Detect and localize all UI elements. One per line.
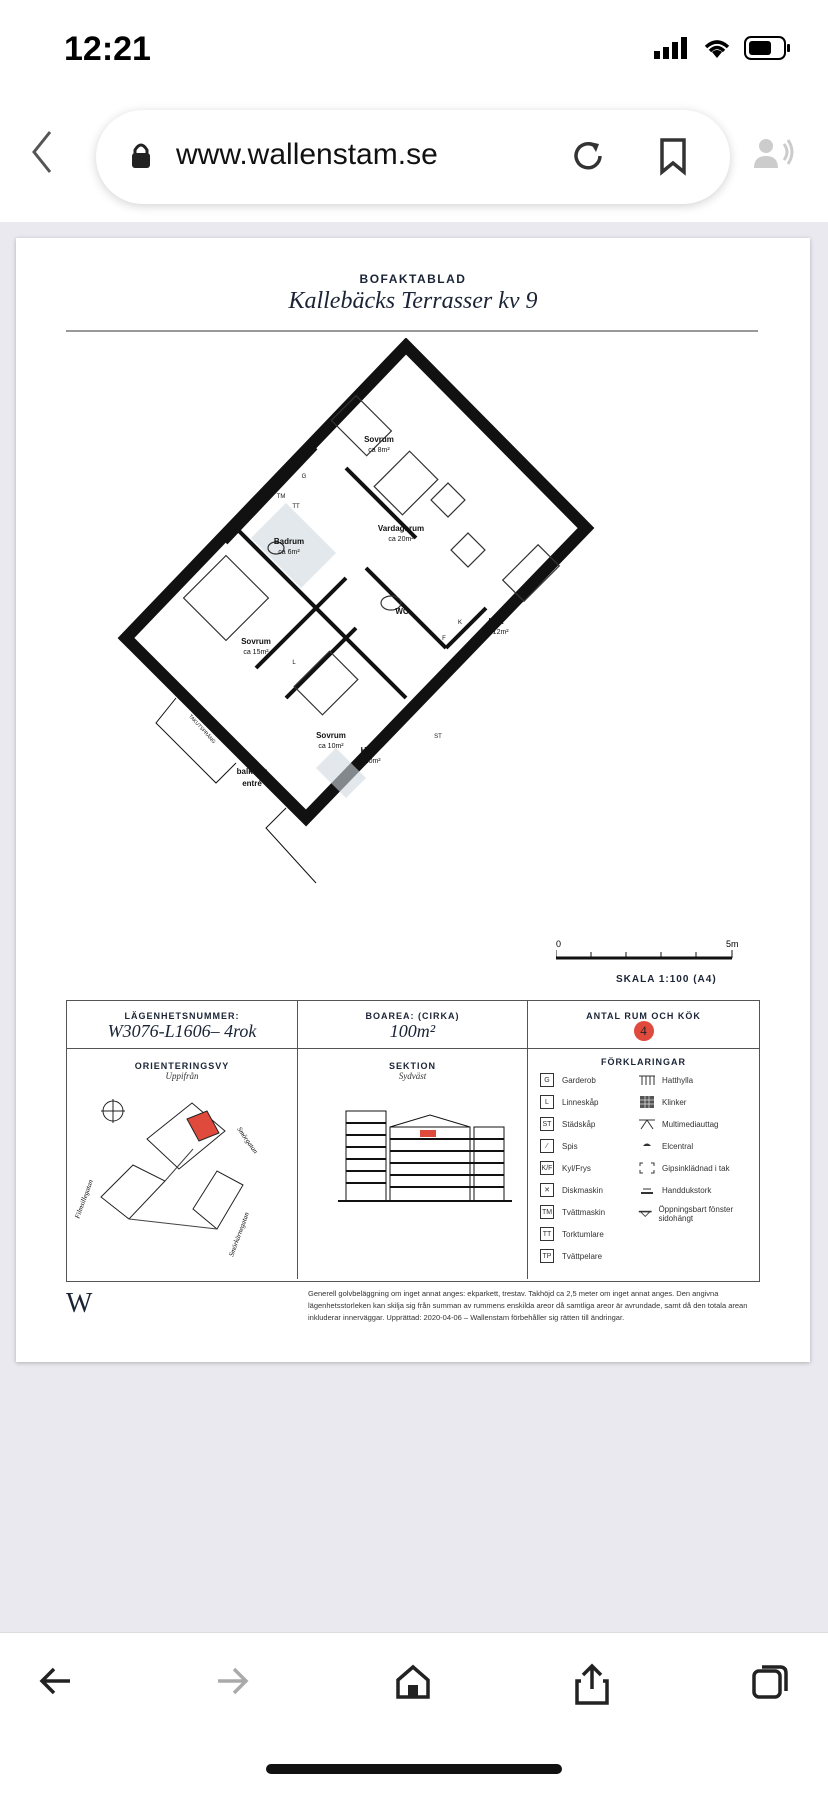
area-cell <box>298 1001 528 1049</box>
legend-text: Spis <box>562 1141 578 1151</box>
tabs-icon[interactable] <box>750 1663 790 1703</box>
legend-text: Garderob <box>562 1075 596 1085</box>
doc-title: Kallebäcks Terrasser kv 9 <box>288 288 538 314</box>
url-text[interactable]: www.wallenstam.se <box>176 138 438 171</box>
home-icon[interactable] <box>394 1663 432 1701</box>
legend-klinker <box>638 1095 686 1109</box>
apartment-number-label: LÄGENHETSNUMMER: <box>124 1011 240 1021</box>
reload-icon[interactable] <box>568 136 608 176</box>
label-takutsprang: TAKUTSPRÅNG <box>187 713 217 746</box>
forward-arrow-icon[interactable] <box>214 1663 250 1699</box>
label-badrum-area: ca 6m² <box>278 549 300 556</box>
label-g: G <box>301 474 307 480</box>
legend-gips <box>638 1161 730 1175</box>
legend-torktumlare <box>540 1227 604 1241</box>
legend-text: Diskmaskin <box>562 1185 603 1195</box>
legend-title: FÖRKLARINGAR <box>601 1057 686 1067</box>
legend-text: Öppningsbart fönster sidohängt <box>658 1205 734 1223</box>
area-value: 100m² <box>389 1021 436 1041</box>
legend-handdukstork <box>638 1183 711 1197</box>
apartment-number-value: W3076-L1606– 4rok <box>107 1021 257 1041</box>
status-bar <box>0 0 828 100</box>
tile-icon <box>638 1095 656 1109</box>
rooms-badge: 4 <box>634 1021 654 1041</box>
street-smorgatan: Smörgatan <box>235 1125 260 1156</box>
legend-kylfrys <box>540 1161 591 1175</box>
hat-rack-icon <box>638 1073 656 1087</box>
legend-code: K/F <box>540 1161 554 1175</box>
electrical-panel-icon <box>638 1139 656 1153</box>
legend-code: G <box>540 1073 554 1087</box>
legend-text: Hatthylla <box>662 1075 694 1085</box>
legend-fonster <box>638 1205 748 1223</box>
section-drawing <box>298 1099 528 1219</box>
legend-hatthylla <box>638 1073 693 1087</box>
listen-icon[interactable] <box>752 136 796 172</box>
area-label: BOAREA: (CIRKA) <box>365 1011 460 1021</box>
legend-text: Multimediauttag <box>662 1119 719 1129</box>
rooms-cell <box>528 1001 759 1049</box>
label-st: ST <box>434 734 442 740</box>
label-tm: TM <box>276 494 286 500</box>
balcony-outline <box>156 698 316 883</box>
label-tt: TT <box>292 504 300 510</box>
legend-text: Elcentral <box>662 1141 694 1151</box>
legend-code: L <box>540 1095 554 1109</box>
label-sovrum1-area: ca 8m² <box>368 447 390 454</box>
orientation-sub: Uppifrån <box>165 1071 199 1081</box>
street-smorkarnegatan: Smörkärnegatan <box>227 1211 251 1258</box>
wallenstam-logo: W <box>66 1288 93 1319</box>
label-f: F <box>442 636 446 642</box>
towel-dryer-icon <box>638 1183 656 1197</box>
label-kok: Kök <box>488 617 504 626</box>
back-arrow-icon[interactable] <box>38 1663 74 1699</box>
multimedia-icon <box>638 1117 656 1131</box>
label-sovrum2-area: ca 15m² <box>243 649 269 656</box>
legend-text: Linneskåp <box>562 1097 599 1107</box>
floorplan-document <box>16 238 810 1362</box>
label-balkong: balkong <box>236 767 268 776</box>
legend-garderob <box>540 1073 596 1087</box>
legend-text: Städskåp <box>562 1119 596 1129</box>
legend-code: TT <box>540 1227 554 1241</box>
home-indicator[interactable] <box>266 1764 562 1774</box>
label-wc: WC <box>395 607 409 616</box>
battery-icon <box>744 36 792 60</box>
browser-toolbar <box>0 100 828 222</box>
label-sovrum3-area: ca 10m² <box>318 743 344 750</box>
ceiling-icon <box>638 1161 656 1175</box>
label-k: K <box>457 620 463 626</box>
legend-text: Tvättmaskin <box>562 1207 606 1217</box>
apartment-number-cell <box>67 1001 298 1049</box>
address-bar[interactable] <box>96 110 730 204</box>
legend-spis <box>540 1139 578 1153</box>
doc-kicker: BOFAKTABLAD <box>359 272 467 286</box>
label-badrum: Badrum <box>273 537 305 546</box>
label-franskt-racke: Franskt Räcke <box>523 466 561 508</box>
legend-diskmaskin <box>540 1183 603 1197</box>
label-hall: Hall <box>360 746 376 755</box>
legend-text: Handdukstork <box>662 1185 712 1195</box>
section-sub: Sydväst <box>398 1071 427 1081</box>
floor-plan <box>116 338 736 918</box>
label-sovrum2: Sovrum <box>241 637 271 646</box>
label-entre: entré <box>242 779 262 788</box>
wifi-icon <box>702 37 732 59</box>
legend-multimedia <box>638 1117 718 1131</box>
legend-tvattmaskin <box>540 1205 605 1219</box>
legend-code: TP <box>540 1249 554 1263</box>
legend-code: ST <box>540 1117 554 1131</box>
info-table <box>66 1000 760 1282</box>
label-kok-area: ca 12m² <box>483 629 509 636</box>
label-vardagsrum: Vardagsrum <box>377 524 425 533</box>
legend-linneskap <box>540 1095 598 1109</box>
label-vardagsrum-area: ca 20m² <box>388 536 414 543</box>
legend-elcentral <box>638 1139 693 1153</box>
legend-code: TM <box>540 1205 554 1219</box>
signal-icon <box>654 37 690 59</box>
title-rule <box>66 330 758 332</box>
legend-text: Tvättpelare <box>562 1251 603 1261</box>
status-time: 12:21 <box>64 30 151 68</box>
scale-bar <box>556 938 756 968</box>
orientation-cell <box>67 1049 298 1279</box>
legend-tvattpelare <box>540 1249 602 1263</box>
section-cell <box>298 1049 528 1279</box>
legend-text: Gipsinklädnad i tak <box>662 1163 730 1173</box>
scale-zero: 0 <box>556 939 562 949</box>
legend-text: Torktumlare <box>562 1229 604 1239</box>
legend-text: Klinker <box>662 1097 687 1107</box>
label-sovrum3: Sovrum <box>316 731 346 740</box>
bookmark-icon[interactable] <box>658 136 688 176</box>
stove-icon: ⁄ <box>540 1139 554 1153</box>
section-label: SEKTION <box>388 1061 436 1071</box>
share-icon[interactable] <box>574 1663 610 1705</box>
scale-label: SKALA 1:100 (A4) <box>616 974 717 985</box>
orientation-map <box>67 1089 298 1269</box>
label-sovrum1: Sovrum <box>364 435 394 444</box>
rooms-label: ANTAL RUM OCH KÖK <box>586 1011 701 1021</box>
orientation-label: ORIENTERINGSVY <box>134 1061 230 1071</box>
legend-cell <box>528 1049 759 1279</box>
back-chevron-icon[interactable] <box>30 130 54 174</box>
window-icon <box>638 1207 652 1221</box>
legend-text: Kyl/Frys <box>562 1163 591 1173</box>
legend-stadskap <box>540 1117 595 1131</box>
exterior-walls <box>126 346 586 818</box>
street-filmsillegatan: Filmsillegatan <box>73 1178 95 1220</box>
dishwasher-icon: ✕ <box>540 1183 554 1197</box>
lock-icon <box>130 142 152 170</box>
scale-five: 5m <box>726 939 739 949</box>
label-l: L <box>292 660 296 666</box>
doc-footnote: Generell golvbeläggning om inget annat anges: ekparkett, trestav. Takhöjd ca 2,5 meter om inget annat anges. Den angivna lägenhetsstorleken kan skilja sig från summan av rummens enskilda areor då samtliga areor är avrundade, samt då den totala arean inkluderar innerväggar. Upprättad: 2020-04-06 – Wallenstam förbehåller sig rätten till ändringar. <box>308 1289 748 1322</box>
status-icons <box>654 36 792 60</box>
label-hall-area: ca 10m² <box>355 758 381 765</box>
